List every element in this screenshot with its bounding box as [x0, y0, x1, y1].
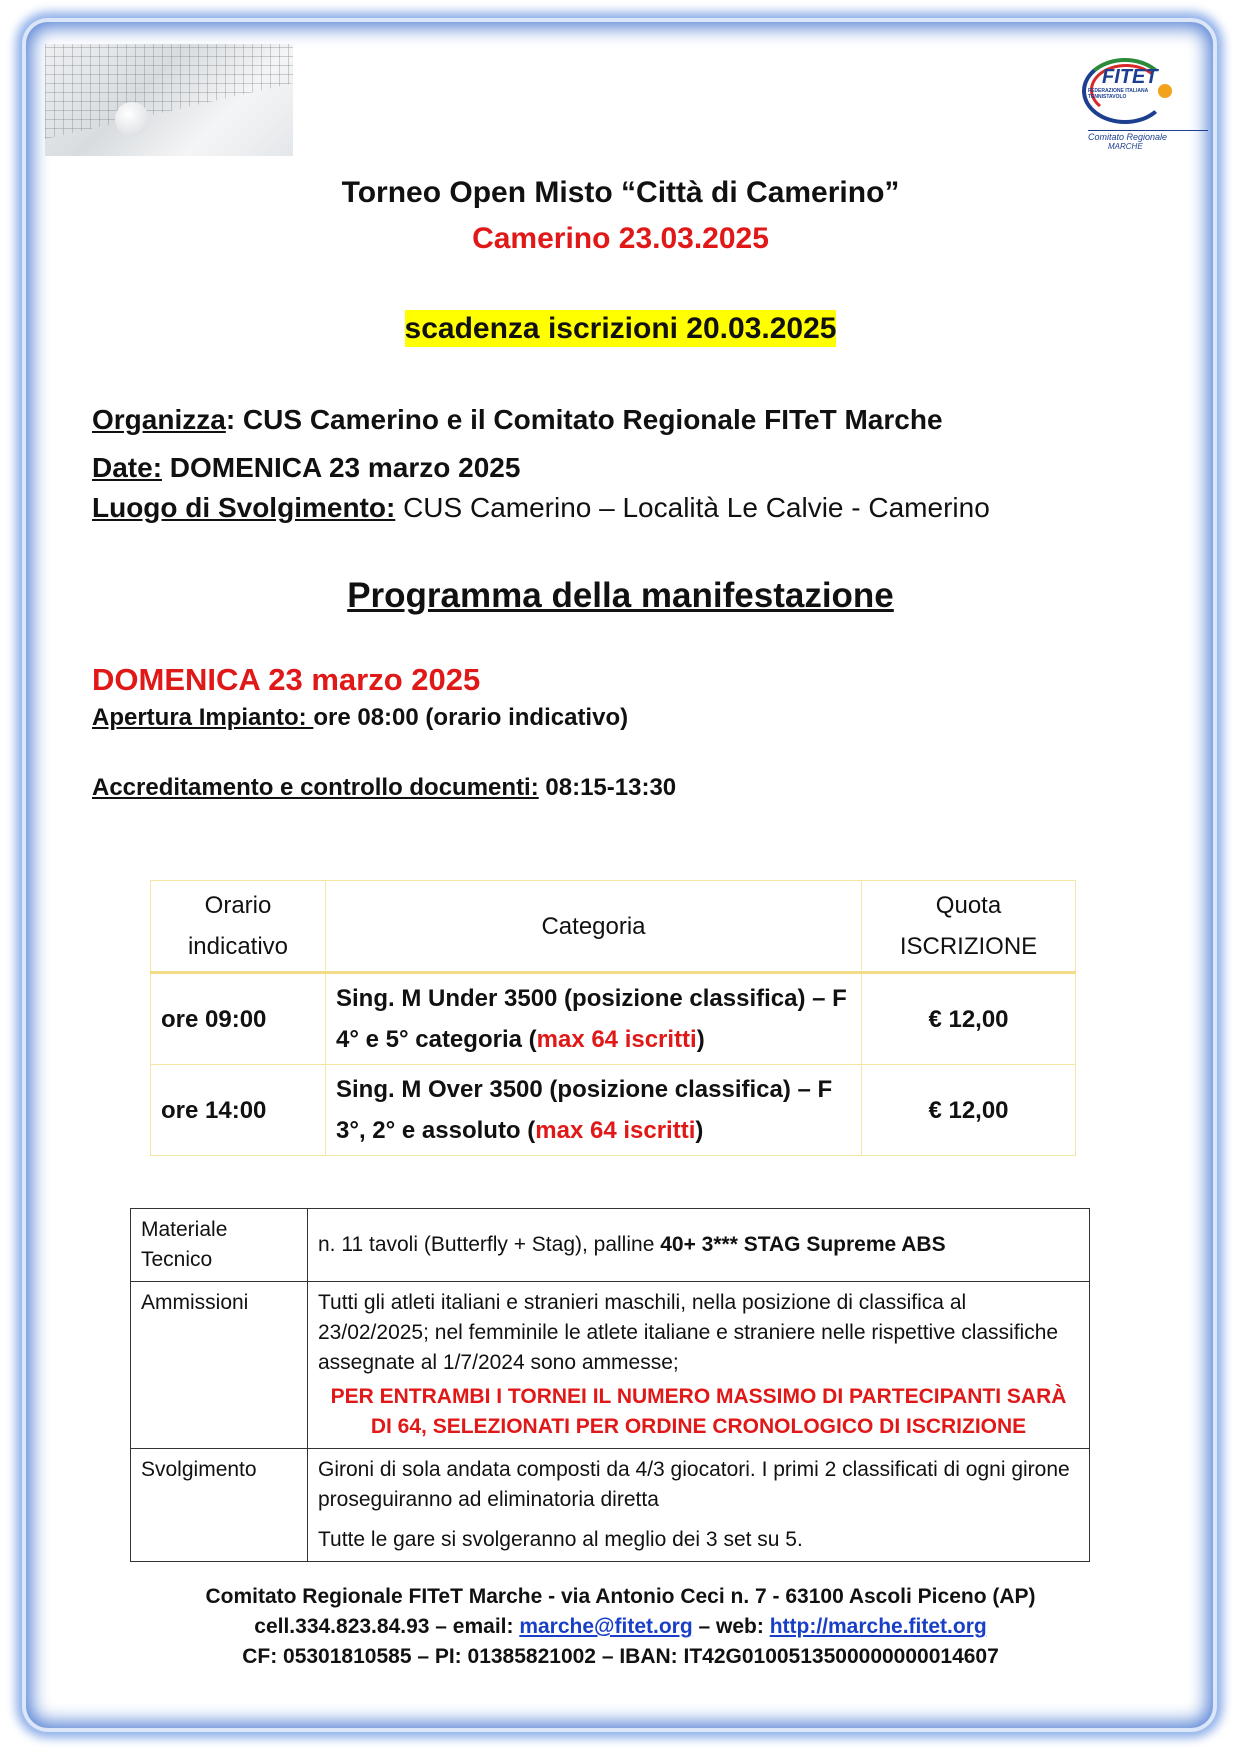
luogo-label: Luogo di Svolgimento: — [92, 492, 396, 523]
footer-contacts: cell.334.823.84.93 – email: marche@fitet.org – web: http://marche.fitet.org — [254, 1615, 987, 1638]
table-row — [131, 1282, 1090, 1449]
header-categoria: Categoria — [326, 881, 862, 973]
apertura-line — [92, 704, 628, 732]
materiale-label: Materiale Tecnico — [131, 1209, 308, 1282]
header-quota: Quota ISCRIZIONE — [862, 881, 1076, 973]
row-category: Sing. M Under 3500 (posizione classifica) – F 4° e 5° categoria (max 64 iscritti) — [326, 973, 862, 1065]
table-row — [151, 973, 1076, 1065]
logo-committee: Comitato Regionale — [1088, 130, 1208, 142]
accredito-value: 08:15-13:30 — [538, 774, 677, 801]
apertura-label: Apertura Impianto: — [92, 704, 314, 731]
schedule-table — [150, 880, 1076, 1156]
row-fee: € 12,00 — [862, 1065, 1076, 1156]
date-label: Date: — [92, 452, 163, 483]
accredito-label: Accreditamento e controllo documenti: — [92, 774, 539, 801]
table-row — [151, 1065, 1076, 1156]
materiale-value: n. 11 tavoli (Butterfly + Stag), palline 40+ 3*** STAG Supreme ABS — [308, 1209, 1090, 1282]
ammissioni-label: Ammissioni — [131, 1282, 308, 1449]
organizza-value: : CUS Camerino e il Comitato Regionale FITeT Marche — [225, 404, 943, 435]
row-category: Sing. M Over 3500 (posizione classifica) – F 3°, 2° e assoluto (max 64 iscritti) — [326, 1065, 862, 1156]
logo-region: MARCHE — [1108, 142, 1143, 151]
footer-address: Comitato Regionale FITeT Marche - via Antonio Ceci n. 7 - 63100 Ascoli Piceno (AP) — [205, 1585, 1036, 1608]
ammissioni-warning: PER ENTRAMBI I TORNEI IL NUMERO MASSIMO DI PARTECIPANTI SARÀ DI 64, SELEZIONATI PER ORDINE CRONOLOGICO DI ISCRIZIONE — [330, 1385, 1067, 1438]
program-day: DOMENICA 23 marzo 2025 — [92, 662, 481, 697]
table-row — [131, 1449, 1090, 1562]
row-time: ore 14:00 — [151, 1065, 326, 1156]
rules-table — [130, 1208, 1090, 1562]
accredito-line — [92, 774, 676, 802]
svolgimento-label: Svolgimento — [131, 1449, 308, 1562]
email-link[interactable]: marche@fitet.org — [519, 1615, 693, 1638]
table-row — [131, 1209, 1090, 1282]
logo-subtitle: FEDERAZIONE ITALIANA TENNISTAVOLO — [1088, 88, 1148, 100]
max-entries: max 64 iscritti — [536, 1026, 697, 1053]
ammissioni-value: Tutti gli atleti italiani e stranieri maschili, nella posizione di classifica al 23/02/2025; nel femminile le atlete italiane e straniere nelle rispettive classifiche assegnate al 1/7/2024 sono ammesse; PER ENTRAMBI I TORNEI IL NUMERO MASSIMO DI PARTECIPANTI SARÀ DI 64, SELEZIONATI PER ORDINE CRONOLOGICO DI ISCRIZIONE — [308, 1282, 1090, 1449]
logo-ball-icon — [1158, 84, 1172, 98]
max-entries: max 64 iscritti — [535, 1117, 696, 1144]
deadline-text: scadenza iscrizioni 20.03.2025 — [404, 312, 837, 345]
ball-graphic — [115, 102, 149, 136]
footer-fiscal: CF: 05301810585 – PI: 01385821002 – IBAN: IT42G0100513500000000014607 — [242, 1645, 999, 1668]
date-line — [92, 452, 520, 484]
luogo-value: CUS Camerino – Località Le Calvie - Camerino — [395, 492, 990, 523]
header-orario: Orario indicativo — [151, 881, 326, 973]
luogo-line — [92, 492, 990, 524]
fitet-logo — [1078, 52, 1198, 154]
web-link[interactable]: http://marche.fitet.org — [769, 1615, 987, 1638]
row-fee: € 12,00 — [862, 973, 1076, 1065]
deadline — [0, 312, 1241, 346]
table-tennis-photo — [45, 44, 293, 156]
schedule-header-row — [151, 881, 1076, 973]
tournament-date: Camerino 23.03.2025 — [472, 222, 769, 255]
svolgimento-value: Gironi di sola andata composti da 4/3 giocatori. I primi 2 classificati di ogni girone proseguiranno ad eliminatoria diretta Tutte le gare si svolgeranno al meglio dei 3 set su 5. — [308, 1449, 1090, 1562]
date-value: DOMENICA 23 marzo 2025 — [162, 452, 521, 483]
organizza-label: Organizza — [92, 404, 226, 435]
programma-heading: Programma della manifestazione — [347, 576, 894, 615]
apertura-value: ore 08:00 (orario indicativo) — [313, 704, 629, 731]
tournament-title: Torneo Open Misto “Città di Camerino” — [341, 176, 900, 209]
net-graphic — [45, 44, 293, 156]
organizza-line — [92, 404, 943, 436]
logo-brand: FITET — [1102, 66, 1158, 88]
row-time: ore 09:00 — [151, 973, 326, 1065]
